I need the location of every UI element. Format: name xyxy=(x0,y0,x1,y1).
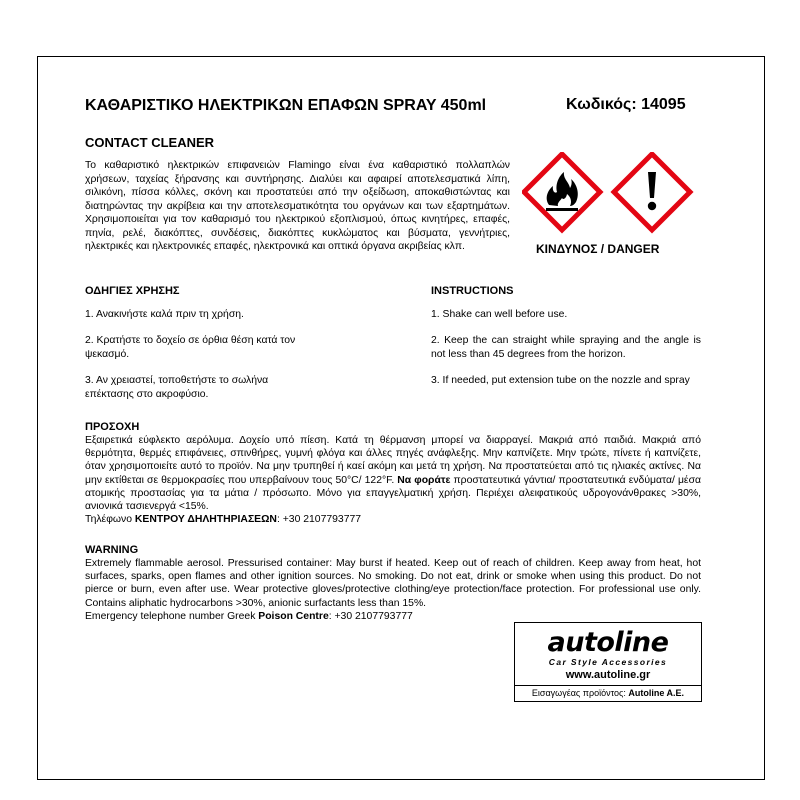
instruction-gr-step-2: 2. Κρατήστε το δοχείο σε όρθια θέση κατά τον ψεκασμό. xyxy=(85,335,296,360)
instruction-en-step-2: 2. Keep the can straight while spraying and the angle is not less than 45 degrees from the horizon. xyxy=(431,335,701,360)
brand-box xyxy=(514,622,702,702)
caution-gr-text: Εξαιρετικά εύφλεκτο αερόλυμα. Δοχείο υπό πίεση. Κατά τη θέρμανση μπορεί να διαρραγεί. Μακριά από παιδιά. Μακριά από θερμότητα, θερμές επιφάνειες, σπινθήρες, γυμνή φλόγα και άλλες πηγές ανάφλεξης. Μην καπνίζετε. Μην τρώτε, πίνετε ή καπνίζετε, όταν χρησιμοποιείτε αυτό το προϊόν. Να μην τρυπηθεί ή καεί ακόμη και μετά τη χρήση. Να προστατεύεται από τις ηλιακές ακτίνες. Να μην εκτίθεται σε θερμοκρασίες που υπερβαίνουν τους 50°C/ 122°F. Να φοράτε προστατευτικά γάντια/ προστατευτικά ενδύματα/ μέσα ατομικής προστασίας για τα μάτια / πρόσωπο. Μόνο για επαγγελματική χρήση. Περιέχει αλειφατικούς υδρογονάνθρακες >30%, ανιονικά τασιενεργά <15%. Τηλέφωνο ΚΕΝΤΡΟΥ ΔΗΛΗΤΗΡΙΑΣΕΩΝ: +30 2107793777 xyxy=(85,435,701,526)
caution-gr-heading: ΠΡΟΣΟΧΗ xyxy=(85,421,140,433)
instructions-gr-heading: ΟΔΗΓΙΕΣ ΧΡΗΣΗΣ xyxy=(85,285,180,297)
brand-divider xyxy=(515,685,701,686)
flame-pictogram-icon xyxy=(524,154,600,230)
instruction-gr-step-1: 1. Ανακινήστε καλά πριν τη χρήση. xyxy=(85,309,244,320)
product-title: ΚΑΘΑΡΙΣΤΙΚΟ ΗΛΕΚΤΡΙΚΩΝ ΕΠΑΦΩΝ SPRAY 450ml xyxy=(85,97,487,114)
product-code: Κωδικός: 14095 xyxy=(566,96,686,113)
danger-label: ΚΙΝΔΥΝΟΣ / DANGER xyxy=(536,242,660,256)
instruction-en-step-3: 3. If needed, put extension tube on the nozzle and spray xyxy=(431,375,690,386)
brand-url: www.autoline.gr xyxy=(565,669,651,681)
instructions-en-heading: INSTRUCTIONS xyxy=(431,285,514,297)
exclamation-pictogram-icon xyxy=(614,154,690,230)
instruction-gr-step-3: 3. Αν χρειαστεί, τοποθετήστε το σωλήνα επέκτασης στο ακροφύσιο. xyxy=(85,375,269,400)
product-subtitle: CONTACT CLEANER xyxy=(85,135,215,150)
warning-en-heading: WARNING xyxy=(85,544,139,556)
importer-line: Εισαγωγέας προϊόντος: Autoline A.E. xyxy=(531,688,685,698)
brand-tagline: Car Style Accessories xyxy=(548,657,668,667)
hazard-pictograms xyxy=(522,152,702,239)
warning-en-text: Extremely flammable aerosol. Pressurised container: May burst if heated. Keep out of reach of children. Keep away from heat, hot surfaces, sparks, open flames and other ignition sources. No smoking. Do not eat, drink or smoke when using this product. Do not pierce or burn, even after use. Wear protective gloves/protective clothing/eye protection/face protection. For professional use only. Contains aliphatic hydrocarbons >30%, anionic surfactants less than 15%. Emergency telephone number Greek Poison Centre: +30 2107793777 xyxy=(85,558,701,622)
autoline-logo: autoline xyxy=(547,627,669,658)
product-description: Το καθαριστικό ηλεκτρικών επιφανειών Flamingo είναι ένα καθαριστικό πολλαπλών χρήσεων, ταχείας ξήρανσης και συντήρησης. Διαλύει και αφαιρεί αποτελεσματικά λίπη, σιλικόνη, πίσσα κόλλες, σκόνη και προστατεύει από την οξείδωση, αποκαθιστώντας και διατηρώντας την ακρίβεια και την αποτελεσματικότητα του οργάνων και των εξαρτημάτων. Χρησιμοποιείται για τον καθαρισμό του ηλεκτρικού εξοπλισμού, όπως κινητήρες, επαφές, πηνία, ρελέ, διακόπτες, συνδέσεις, διακόπτες κυκλώματος και βύσματα, γεννήτριες, ηλεκτρικές και ηλεκτρονικές επαφές, ηλεκτρονικά και οπτικά όργανα ακριβείας κλπ. xyxy=(85,160,510,252)
instruction-en-step-1: 1. Shake can well before use. xyxy=(431,309,568,320)
